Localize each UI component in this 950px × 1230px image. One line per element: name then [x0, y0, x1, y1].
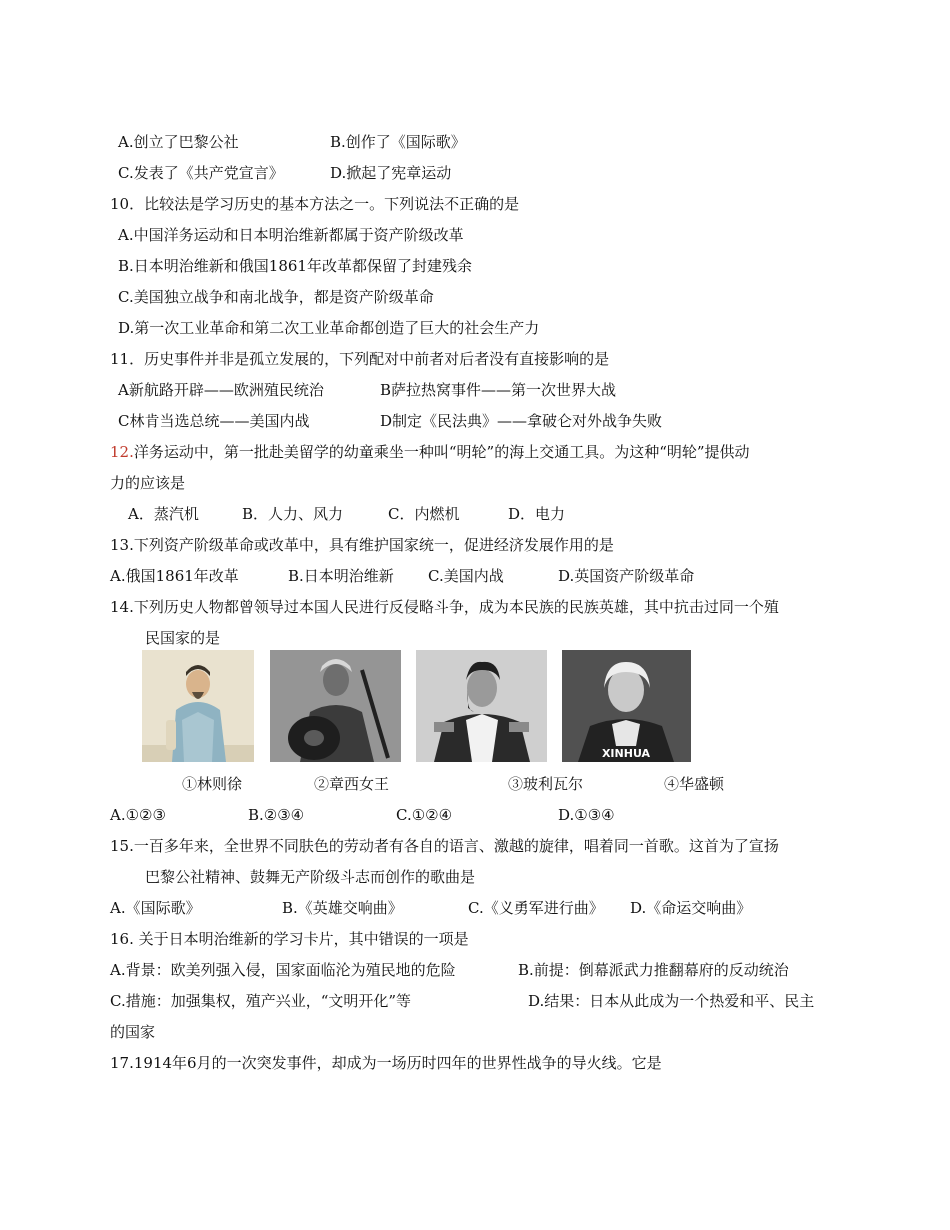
q11-option-a: A新航路开辟——欧洲殖民统治	[118, 381, 324, 399]
q11-stem: 11．历史事件并非是孤立发展的，下列配对中前者对后者没有直接影响的是	[110, 350, 610, 368]
q12-option-c: C．内燃机	[388, 505, 460, 523]
q13-option-a: A.俄国1861年改革	[110, 567, 239, 585]
q10-option-d: D.第一次工业革命和第二次工业革命都创造了巨大的社会生产力	[118, 319, 540, 337]
q15-option-a: A.《国际歌》	[110, 899, 201, 917]
q15-option-c: C.《义勇军进行曲》	[468, 899, 604, 917]
q9-option-a: A.创立了巴黎公社	[118, 133, 239, 151]
portrait-bolivar	[416, 650, 547, 762]
q14-caption-4: ④华盛顿	[664, 775, 725, 793]
q15-option-d: D.《命运交响曲》	[630, 899, 752, 917]
q12-option-d: D．电力	[508, 505, 566, 523]
q14-caption-2: ②章西女王	[314, 775, 390, 793]
q11-option-b: B萨拉热窝事件——第一次世界大战	[380, 381, 617, 399]
q13-option-d: D.英国资产阶级革命	[558, 567, 695, 585]
q10-option-c: C.美国独立战争和南北战争，都是资产阶级革命	[118, 288, 434, 306]
q14-option-a: A.①②③	[110, 806, 166, 824]
q13-option-b: B.日本明治维新	[288, 567, 394, 585]
q15-stem: 15.一百多年来，全世界不同肤色的劳动者有各自的语言、激越的旋律，唱着同一首歌。这首为了宣扬	[110, 837, 779, 855]
q9-option-b: B.创作了《国际歌》	[330, 133, 466, 151]
q15-option-b: B.《英雄交响曲》	[282, 899, 403, 917]
q9-option-c: C.发表了《共产党宣言》	[118, 164, 284, 182]
portrait-queen-zhangxi	[270, 650, 401, 762]
q14-stem: 14.下列历史人物都曾领导过本国人民进行反侵略斗争，成为本民族的民族英雄，其中抗击过同一个殖	[110, 598, 779, 616]
xinhua-watermark: XINHUA	[601, 747, 651, 760]
q12-option-a: A．蒸汽机	[128, 505, 199, 523]
q16-option-c: C.措施：加强集权，殖产兴业，“文明开化”等	[110, 992, 412, 1010]
q10-option-b: B.日本明治维新和俄国1861年改革都保留了封建残余	[118, 257, 472, 275]
q12-stem-continued: 力的应该是	[110, 474, 186, 492]
q16-stem: 16. 关于日本明治维新的学习卡片，其中错误的一项是	[110, 930, 469, 948]
q14-option-b: B.②③④	[248, 806, 305, 824]
q14-caption-1: ①林则徐	[182, 775, 243, 793]
q16-option-b: B.前提：倒幕派武力推翻幕府的反动统治	[518, 961, 789, 979]
q11-option-c: C林肯当选总统——美国内战	[118, 412, 310, 430]
q13-stem: 13.下列资产阶级革命或改革中，具有维护国家统一，促进经济发展作用的是	[110, 536, 614, 554]
portrait-lin-zexu	[142, 650, 254, 762]
q13-option-c: C.美国内战	[428, 567, 504, 585]
q15-stem-continued: 巴黎公社精神、鼓舞无产阶级斗志而创作的歌曲是	[145, 868, 476, 886]
q12-number: 12.	[110, 443, 134, 461]
q14-option-c: C.①②④	[396, 806, 453, 824]
q16-option-a: A.背景：欧美列强入侵，国家面临沦为殖民地的危险	[110, 961, 456, 979]
q12-option-b: B．人力、风力	[242, 505, 344, 523]
portrait-washington	[562, 650, 691, 762]
q14-stem-continued: 民国家的是	[145, 629, 221, 647]
q16-option-d-continued: 的国家	[110, 1023, 156, 1041]
q16-option-d: D.结果：日本从此成为一个热爱和平、民主	[528, 992, 815, 1010]
q10-stem: 10．比较法是学习历史的基本方法之一。下列说法不正确的是	[110, 195, 520, 213]
q11-option-d: D制定《民法典》——拿破仑对外战争失败	[380, 412, 663, 430]
q9-option-d: D.掀起了宪章运动	[330, 164, 452, 182]
q10-option-a: A.中国洋务运动和日本明治维新都属于资产阶级改革	[118, 226, 464, 244]
q12-stem	[110, 442, 750, 462]
q14-option-d: D.①③④	[558, 806, 615, 824]
q12-stem-text: 洋务运动中，第一批赴美留学的幼童乘坐一种叫“明轮”的海上交通工具。为这种“明轮”提供动	[133, 443, 750, 461]
q17-stem: 17.1914年6月的一次突发事件，却成为一场历时四年的世界性战争的导火线。它是	[110, 1054, 662, 1072]
q14-caption-3: ③玻利瓦尔	[508, 775, 584, 793]
